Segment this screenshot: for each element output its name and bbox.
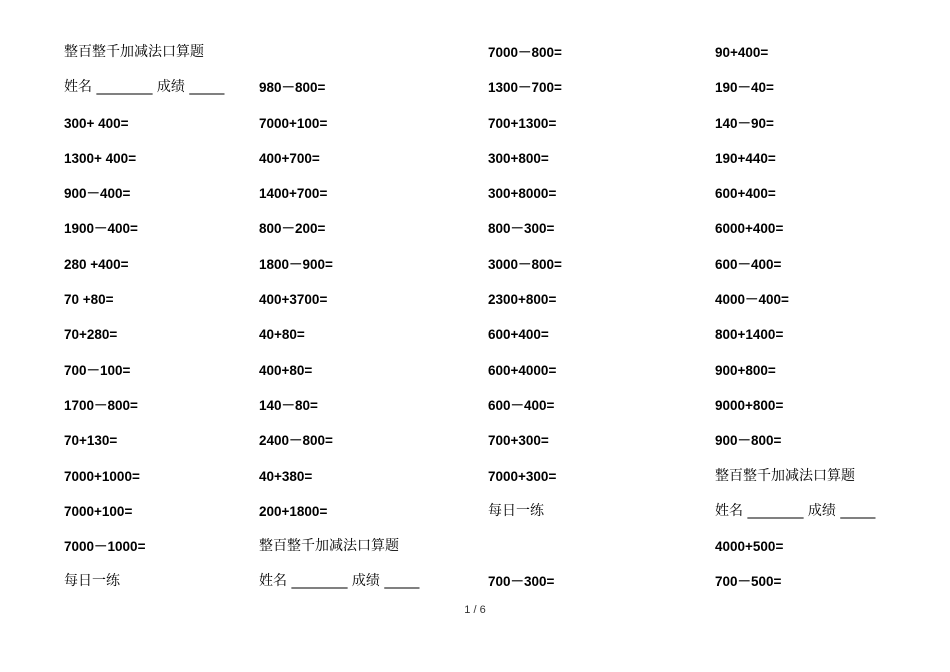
- problem: 40+80=: [259, 327, 305, 343]
- problem: 700－100=: [64, 362, 131, 378]
- name-score-line: 姓名 ________ 成绩 _____: [259, 573, 420, 590]
- problem: 2400－800=: [259, 433, 333, 449]
- column-4: [715, 35, 875, 600]
- problem: 400+3700=: [259, 292, 328, 308]
- worksheet-title: 整百整千加减法口算题: [259, 538, 399, 555]
- problem: 40+380=: [259, 468, 313, 484]
- problem: 900－400=: [64, 186, 131, 202]
- problem: 700－300=: [488, 574, 555, 590]
- problem: 980－800=: [259, 80, 326, 96]
- problem: 600+400=: [488, 327, 549, 343]
- problem: 9000+800=: [715, 397, 784, 413]
- name-score-line: 姓名 ________ 成绩 _____: [64, 79, 225, 96]
- column-3: [488, 35, 562, 600]
- problem: 700－500=: [715, 574, 782, 590]
- empty-cell: [488, 529, 562, 564]
- problem: 900+800=: [715, 362, 776, 378]
- problem: 400+700=: [259, 150, 320, 166]
- daily-practice-label: 每日一练: [488, 502, 544, 519]
- problem: 900－800=: [715, 433, 782, 449]
- problem: 200+1800=: [259, 503, 328, 519]
- problem: 1300－700=: [488, 80, 562, 96]
- page-number: 1 / 6: [464, 604, 486, 616]
- problem: 600－400=: [715, 256, 782, 272]
- daily-practice-label: 每日一练: [64, 573, 120, 590]
- empty-cell: [259, 35, 419, 70]
- problem: 1700－800=: [64, 397, 138, 413]
- problem: 700+300=: [488, 433, 549, 449]
- worksheet-title: 整百整千加减法口算题: [64, 44, 204, 60]
- problem: 70 +80=: [64, 292, 114, 308]
- problem: 600+4000=: [488, 362, 557, 378]
- problem: 600－400=: [488, 397, 555, 413]
- problem: 800－300=: [488, 221, 555, 237]
- problem: 1900－400=: [64, 221, 138, 237]
- problem: 2300+800=: [488, 292, 557, 308]
- worksheet-title: 整百整千加减法口算题: [715, 467, 855, 484]
- problem: 70+130=: [64, 433, 118, 449]
- column-1: [64, 35, 224, 600]
- problem: 1400+700=: [259, 186, 328, 202]
- problem: 4000+500=: [715, 539, 784, 555]
- problem: 7000－800=: [488, 45, 562, 60]
- problem: 300+800=: [488, 150, 549, 166]
- problem: 1800－900=: [259, 256, 333, 272]
- problem: 3000－800=: [488, 256, 562, 272]
- name-score-line: 姓名 ________ 成绩 _____: [715, 502, 876, 519]
- problem: 190－40=: [715, 80, 774, 96]
- problem: 190+440=: [715, 150, 776, 166]
- problem: 300+8000=: [488, 186, 557, 202]
- problem: 7000+300=: [488, 468, 557, 484]
- problem: 1300+ 400=: [64, 150, 137, 166]
- problem: 400+80=: [259, 362, 313, 378]
- problem: 300+ 400=: [64, 115, 129, 131]
- problem: 140－80=: [259, 397, 318, 413]
- problem: 4000－400=: [715, 292, 789, 308]
- problem: 140－90=: [715, 115, 774, 131]
- problem: 90+400=: [715, 45, 769, 60]
- column-2: [259, 35, 419, 600]
- problem: 7000+100=: [259, 115, 328, 131]
- problem: 600+400=: [715, 186, 776, 202]
- problem: 700+1300=: [488, 115, 557, 131]
- problem: 6000+400=: [715, 221, 784, 237]
- problem: 7000+1000=: [64, 468, 140, 484]
- problem: 7000－1000=: [64, 539, 146, 555]
- problem: 800－200=: [259, 221, 326, 237]
- problem: 800+1400=: [715, 327, 784, 343]
- problem: 70+280=: [64, 327, 118, 343]
- problem: 7000+100=: [64, 503, 133, 519]
- problem: 280 +400=: [64, 256, 129, 272]
